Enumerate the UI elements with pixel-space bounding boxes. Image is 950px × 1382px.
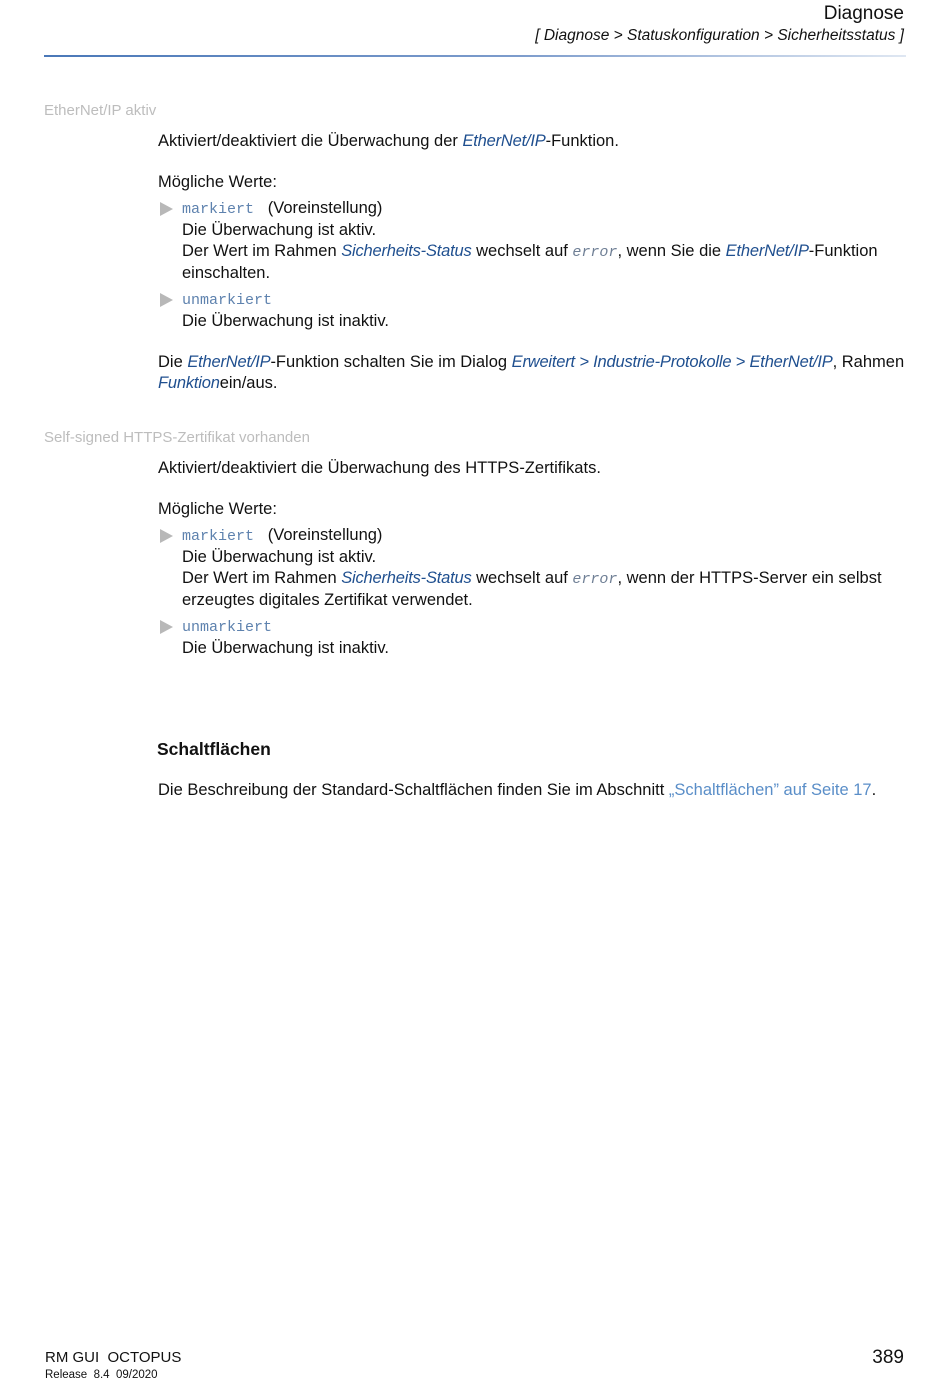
option-name: unmarkiert — [182, 292, 273, 309]
option-description: Die Überwachung ist inaktiv. — [182, 312, 389, 330]
sicherheits-status-link[interactable]: Sicherheits-Status — [341, 242, 472, 260]
option-default: (Voreinstellung) — [267, 199, 383, 217]
section-note: Die EtherNet/IP-Funktion schalten Sie im Dialog Erweitert > Industrie-Protokolle > EtherNet/IP, Rahmen Funktionein/aus. — [158, 353, 905, 392]
section-label-https-certificate: Self-signed HTTPS-Zertifikat vorhanden — [44, 429, 310, 446]
header-rule — [44, 55, 906, 57]
error-value: error — [572, 244, 618, 261]
list-item — [158, 198, 918, 284]
funktion-link[interactable]: Funktion — [158, 374, 220, 392]
page-header-title: Diagnose — [823, 3, 904, 24]
page-number: 389 — [872, 1347, 904, 1368]
triangle-bullet-icon — [160, 529, 173, 543]
section-ethernetip — [158, 131, 918, 394]
option-name: unmarkiert — [182, 619, 273, 636]
list-item — [158, 289, 918, 332]
footer-product: RM GUI OCTOPUS — [45, 1349, 182, 1366]
section-intro: Aktiviert/deaktiviert die Überwachung des HTTPS-Zertifikats. — [158, 459, 601, 477]
sicherheits-status-link[interactable]: Sicherheits-Status — [341, 569, 472, 587]
page-header-path: [ Diagnose > Statuskonfiguration > Sicherheitsstatus ] — [535, 27, 904, 44]
error-value: error — [572, 571, 618, 588]
ethernetip-link[interactable]: EtherNet/IP — [187, 353, 271, 371]
section-label-ethernetip: EtherNet/IP aktiv — [44, 102, 157, 119]
list-item — [158, 616, 918, 659]
option-description: Die Überwachung ist aktiv. — [182, 221, 377, 239]
values-heading: Mögliche Werte: — [158, 500, 277, 518]
list-item — [158, 525, 918, 611]
triangle-bullet-icon — [160, 293, 173, 307]
section-https-certificate — [158, 458, 918, 659]
option-description: Die Überwachung ist inaktiv. — [182, 639, 389, 657]
cross-reference-link[interactable]: „Schaltflächen” auf Seite 17 — [668, 781, 872, 799]
buttons-section-text: Die Beschreibung der Standard-Schaltflächen finden Sie im Abschnitt „Schaltflächen” auf Seite 17. — [158, 781, 877, 799]
section-intro: Aktiviert/deaktiviert die Überwachung der EtherNet/IP-Funktion. — [158, 132, 619, 150]
dialog-path-link[interactable]: Erweitert > Industrie-Protokolle > EtherNet/IP — [511, 353, 833, 371]
option-detail: Der Wert im Rahmen Sicherheits-Status wechselt auf error, wenn Sie die EtherNet/IP-Funktion einschalten. — [182, 242, 878, 282]
ethernetip-link[interactable]: EtherNet/IP — [462, 132, 546, 150]
triangle-bullet-icon — [160, 202, 173, 216]
option-detail: Der Wert im Rahmen Sicherheits-Status wechselt auf error, wenn der HTTPS-Server ein selbst erzeugtes digitales Zertifikat verwendet. — [182, 569, 882, 609]
option-description: Die Überwachung ist aktiv. — [182, 548, 377, 566]
triangle-bullet-icon — [160, 620, 173, 634]
section-heading-schaltflaechen: Schaltflächen — [157, 739, 271, 759]
values-heading: Mögliche Werte: — [158, 173, 277, 191]
ethernetip-link[interactable]: EtherNet/IP — [725, 242, 809, 260]
footer-release: Release 8.4 09/2020 — [45, 1369, 158, 1381]
option-name: markiert — [182, 528, 255, 545]
option-default: (Voreinstellung) — [267, 526, 383, 544]
option-name: markiert — [182, 201, 255, 218]
